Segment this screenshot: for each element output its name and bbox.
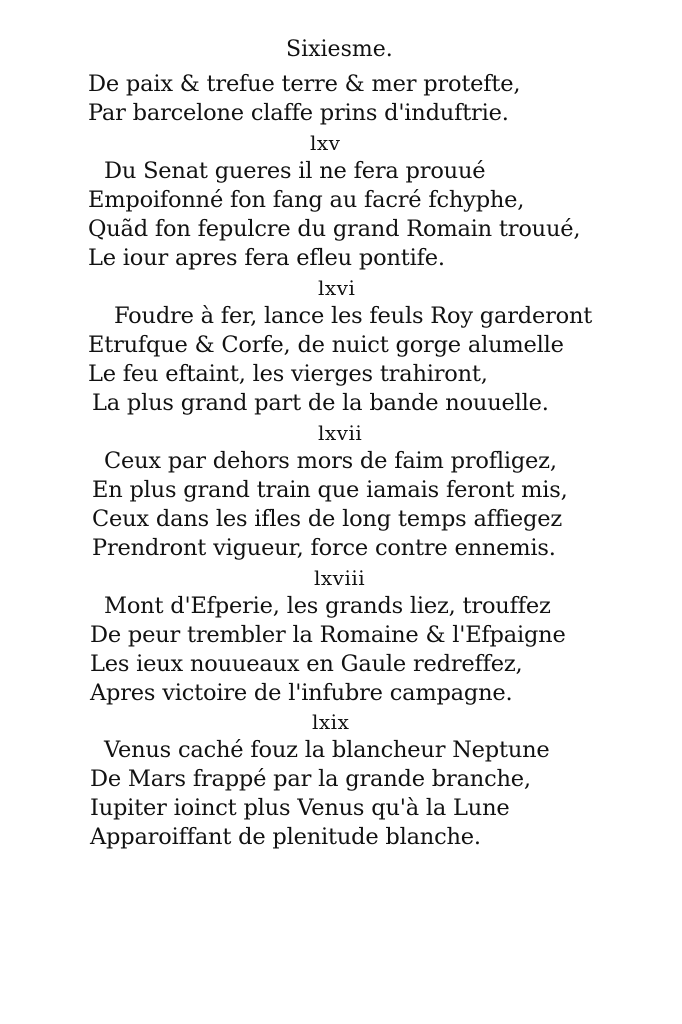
verse-line: Ceux par dehors mors de faim profligez, (104, 448, 557, 474)
verse-line: La plus grand part de la bande nouuelle. (92, 390, 549, 416)
verse-line: Empoifonné fon fang au facré fchyphe, (88, 187, 525, 213)
verse-line: Foudre à fer, lance les feuls Roy garderont (114, 303, 593, 329)
verse-line: De paix & trefue terre & mer protefte, (88, 71, 521, 97)
quatrain-number: lxix (312, 710, 350, 734)
verse-line: En plus grand train que iamais feront mis, (92, 477, 568, 503)
verse-line: Par barcelone claffe prins d'induftrie. (88, 100, 509, 126)
verse-line: Prendront vigueur, force contre ennemis. (92, 535, 556, 561)
verse-line: Le iour apres fera efleu pontife. (88, 245, 445, 271)
quatrain-number: lxviii (314, 566, 366, 590)
verse-line: Apparoiffant de plenitude blanche. (90, 824, 481, 850)
quatrain-number: lxvi (318, 276, 356, 300)
verse-line: Etrufque & Corfe, de nuict gorge alumelle (88, 332, 564, 358)
verse-line: De Mars frappé par la grande branche, (90, 766, 531, 792)
verse-line: Du Senat gueres il ne fera prouué (104, 158, 486, 184)
verse-line: Iupiter ioinct plus Venus qu'à la Lune (90, 795, 510, 821)
running-head: Sixiesme. (286, 37, 393, 62)
verse-line: De peur trembler la Romaine & l'Efpaigne (90, 622, 566, 648)
verse-line: Mont d'Efperie, les grands liez, trouffez (104, 593, 551, 619)
quatrain-number: lxvii (318, 421, 363, 445)
verse-line: Apres victoire de l'infubre campagne. (90, 680, 513, 706)
verse-line: Quãd fon fepulcre du grand Romain trouué, (88, 216, 581, 242)
verse-line: Les ieux nouueaux en Gaule redreffez, (90, 651, 523, 677)
verse-line: Venus caché fouz la blancheur Neptune (104, 737, 550, 763)
verse-line: Ceux dans les ifles de long temps affiegez (92, 506, 563, 532)
verse-line: Le feu eftaint, les vierges trahiront, (88, 361, 488, 387)
quatrain-number: lxv (310, 131, 341, 155)
